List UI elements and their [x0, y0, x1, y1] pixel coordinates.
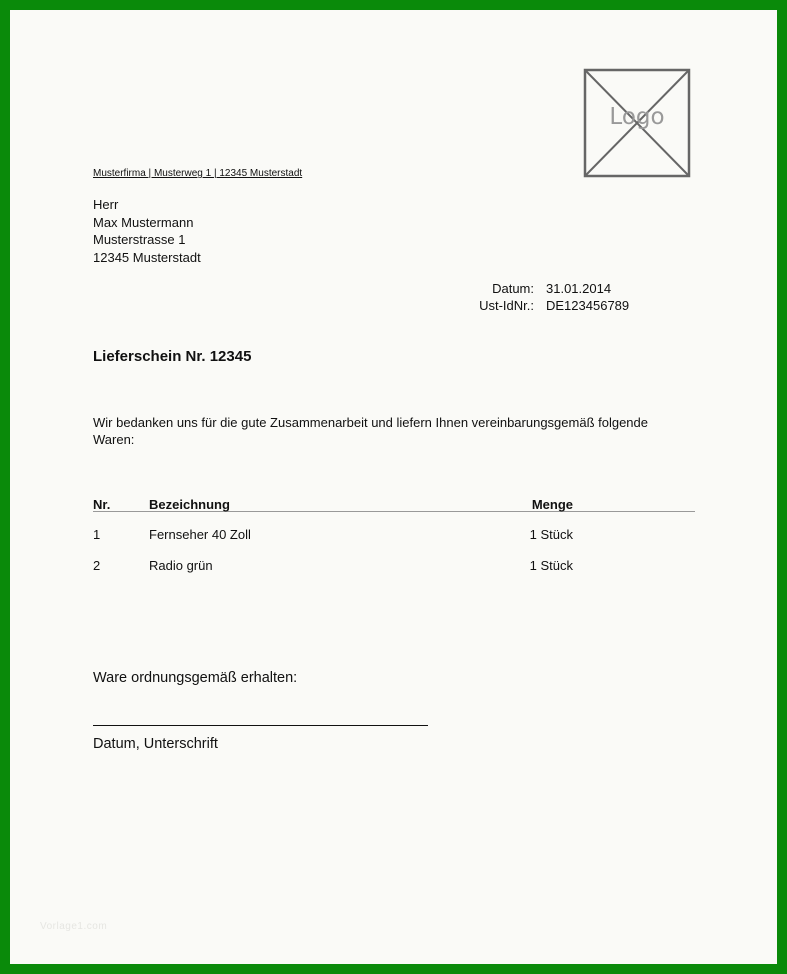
header-nr: Nr. [93, 497, 111, 512]
intro-text: Wir bedanken uns für die gute Zusammenarbeit und liefern Ihnen vereinbarungsgemäß folgende Waren: [93, 415, 649, 447]
signature-line [93, 725, 428, 726]
document-meta [450, 280, 629, 314]
vat-id-label: Ust-IdNr.: [479, 298, 534, 313]
header-quantity: Menge [531, 497, 573, 512]
receipt-label: Ware ordnungsgemäß erhalten: [93, 670, 298, 686]
header-description: Bezeichnung [149, 497, 230, 512]
table-row [93, 558, 695, 574]
logo-label: Logo [609, 104, 665, 130]
document-title: Lieferschein Nr. 12345 [93, 348, 252, 365]
row-description: Fernseher 40 Zoll [149, 527, 251, 542]
recipient-name: Max Mustermann [93, 214, 194, 230]
table-header [93, 497, 695, 512]
row-description: Radio grün [149, 558, 213, 573]
date-value: 31.01.2014 [546, 281, 612, 296]
table-row [93, 527, 695, 543]
recipient-city: 12345 Musterstadt [93, 249, 201, 265]
watermark: Vorlage1.com [40, 921, 108, 932]
row-nr: 1 [93, 527, 101, 542]
recipient-street: Musterstrasse 1 [93, 232, 186, 247]
vat-id-value: DE123456789 [546, 298, 630, 313]
logo-placeholder [583, 68, 691, 178]
sender-address-line: Musterfirma | Musterweg 1 | 12345 Musterstadt [93, 168, 303, 179]
document-page [10, 10, 777, 964]
signature-caption: Datum, Unterschrift [93, 736, 218, 752]
recipient-address [93, 196, 201, 266]
recipient-salutation: Herr [93, 197, 119, 212]
row-quantity: 1 Stück [529, 558, 573, 573]
row-nr: 2 [93, 558, 101, 573]
date-label: Datum: [492, 281, 534, 296]
row-quantity: 1 Stück [529, 527, 573, 542]
